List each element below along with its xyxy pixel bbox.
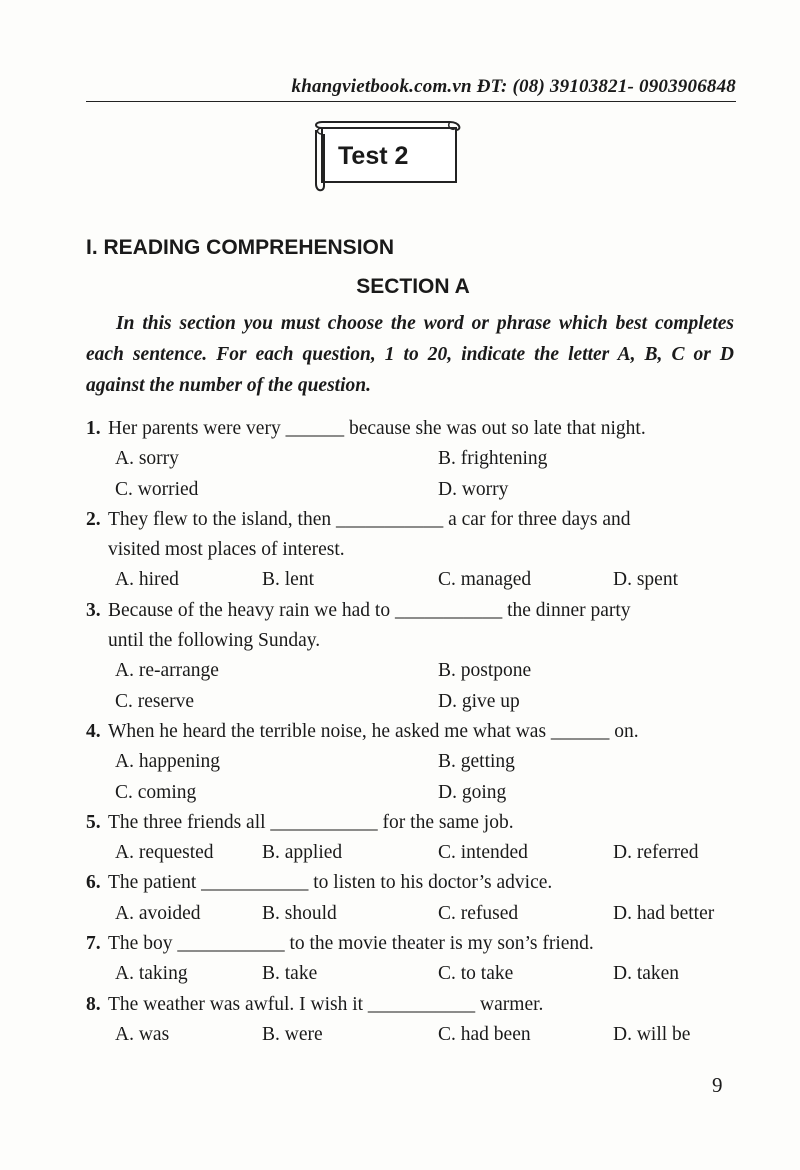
option-d: D. referred bbox=[613, 842, 699, 864]
options-row bbox=[86, 899, 738, 929]
options-row bbox=[86, 475, 738, 505]
option-b: B. take bbox=[262, 963, 318, 985]
option-c: C. worried bbox=[115, 478, 199, 500]
option-d: D. will be bbox=[613, 1023, 691, 1045]
question-line: visited most places of interest. bbox=[108, 539, 345, 561]
option-a: A. requested bbox=[115, 842, 214, 864]
options-row bbox=[86, 959, 738, 989]
question-stem bbox=[86, 808, 738, 838]
question-number: 8. bbox=[86, 993, 101, 1015]
question-line: The three friends all ___________ for the same job. bbox=[108, 811, 514, 833]
option-a: A. hired bbox=[115, 569, 179, 591]
option-d: D. worry bbox=[438, 478, 509, 500]
option-a: A. avoided bbox=[115, 902, 201, 924]
question-stem bbox=[86, 868, 738, 898]
question-1 bbox=[86, 414, 738, 505]
question-8 bbox=[86, 990, 738, 1051]
page-header: khangvietbook.com.vn ĐT: (08) 39103821- 0903906848 bbox=[86, 76, 736, 102]
option-d: D. spent bbox=[613, 569, 678, 591]
question-line: The boy ___________ to the movie theater is my son’s friend. bbox=[108, 933, 594, 955]
option-d: D. going bbox=[438, 781, 507, 803]
question-line: The weather was awful. I wish it ___________ warmer. bbox=[108, 993, 544, 1015]
question-number: 3. bbox=[86, 599, 101, 621]
question-number: 5. bbox=[86, 811, 101, 833]
option-b: B. applied bbox=[262, 842, 343, 864]
question-6 bbox=[86, 868, 738, 929]
option-b: B. lent bbox=[262, 569, 314, 591]
option-d: D. give up bbox=[438, 690, 520, 712]
section-heading: SECTION A bbox=[356, 275, 470, 298]
option-b: B. were bbox=[262, 1023, 323, 1045]
options-row bbox=[86, 444, 738, 474]
option-b: B. postpone bbox=[438, 660, 532, 682]
option-c: C. refused bbox=[438, 902, 519, 924]
question-stem bbox=[86, 717, 738, 747]
option-c: C. coming bbox=[115, 781, 197, 803]
page-number: 9 bbox=[712, 1073, 723, 1097]
question-list bbox=[86, 414, 738, 1050]
options-row bbox=[86, 656, 738, 686]
option-c: C. intended bbox=[438, 842, 528, 864]
part-heading: I. READING COMPREHENSION bbox=[86, 236, 395, 259]
question-3 bbox=[86, 596, 738, 717]
option-b: B. frightening bbox=[438, 448, 548, 470]
options-row bbox=[86, 778, 738, 808]
question-stem bbox=[86, 990, 738, 1020]
question-7 bbox=[86, 929, 738, 990]
option-c: C. to take bbox=[438, 963, 514, 985]
test-title-banner bbox=[310, 120, 466, 196]
question-4 bbox=[86, 717, 738, 808]
options-row bbox=[86, 838, 738, 868]
question-2 bbox=[86, 505, 738, 596]
question-line: Her parents were very ______ because she was out so late that night. bbox=[108, 418, 646, 439]
option-a: A. taking bbox=[115, 963, 188, 985]
question-number: 7. bbox=[86, 933, 101, 955]
option-d: D. taken bbox=[613, 963, 680, 985]
option-a: A. was bbox=[115, 1023, 170, 1045]
question-line: Because of the heavy rain we had to ___________ the dinner party bbox=[108, 599, 631, 621]
options-row bbox=[86, 687, 738, 717]
question-stem bbox=[86, 929, 738, 959]
question-number: 2. bbox=[86, 508, 101, 530]
option-d: D. had better bbox=[613, 902, 715, 924]
question-line: until the following Sunday. bbox=[108, 630, 321, 652]
question-number: 1. bbox=[86, 418, 101, 439]
instructions: In this section you must choose the word or phrase which best completes each sentence. For each question, 1 to 20, indicate the letter A, B, C or D against the number of the question. bbox=[86, 313, 734, 396]
option-b: B. should bbox=[262, 902, 337, 924]
question-line: They flew to the island, then ___________ a car for three days and bbox=[108, 508, 631, 530]
option-a: A. happening bbox=[115, 751, 221, 773]
question-line: The patient ___________ to listen to his doctor’s advice. bbox=[108, 872, 553, 894]
question-number: 6. bbox=[86, 872, 101, 894]
option-c: C. had been bbox=[438, 1023, 531, 1045]
option-a: A. re-arrange bbox=[115, 660, 219, 682]
options-row bbox=[86, 1020, 738, 1050]
option-a: A. sorry bbox=[115, 448, 179, 470]
option-c: C. managed bbox=[438, 569, 532, 591]
question-5 bbox=[86, 808, 738, 869]
question-line: When he heard the terrible noise, he asked me what was ______ on. bbox=[108, 720, 639, 742]
option-c: C. reserve bbox=[115, 690, 195, 712]
options-row bbox=[86, 565, 738, 595]
question-stem bbox=[86, 596, 738, 657]
option-b: B. getting bbox=[438, 751, 515, 773]
question-stem bbox=[86, 505, 738, 566]
test-title: Test 2 bbox=[338, 142, 409, 170]
question-number: 4. bbox=[86, 720, 101, 742]
question-stem bbox=[86, 414, 738, 444]
options-row bbox=[86, 747, 738, 777]
